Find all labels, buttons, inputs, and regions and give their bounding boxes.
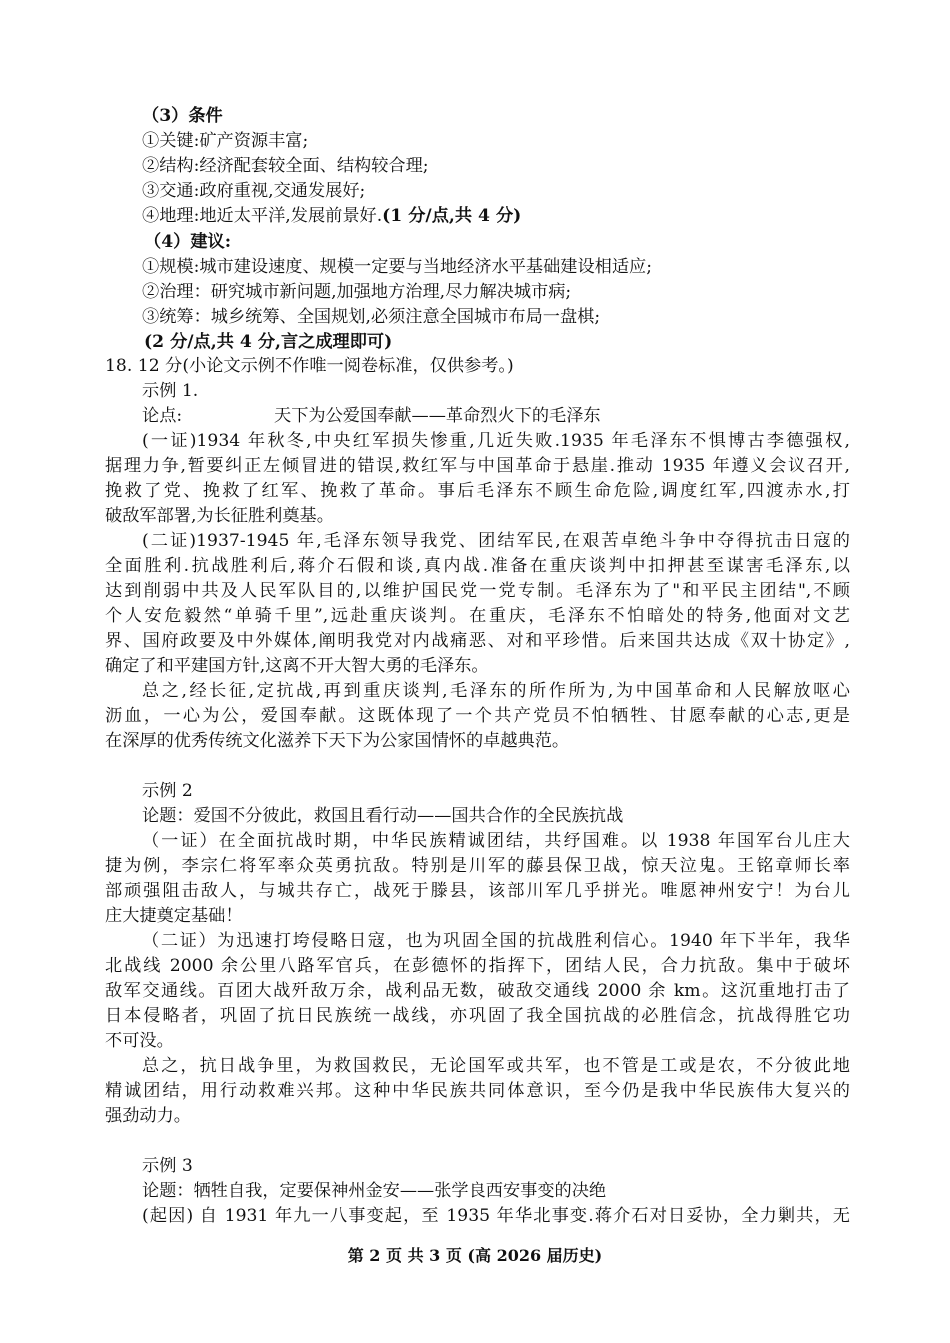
- section4-item: ②治理：研究城市新问题,加强地方治理,尽力解决城市病;: [142, 282, 572, 302]
- section3-item: ③交通:政府重视,交通发展好;: [142, 181, 366, 201]
- example1-paragraph3-line: 总之,经长征,定抗战,再到重庆谈判,毛泽东的所作所为,为中国革命和人民解放呕心: [142, 681, 850, 701]
- q18-header: 18. 12 分(小论文示例不作唯一阅卷标准，仅供参考。): [105, 356, 514, 376]
- example2-paragraph3-line: 总之，抗日战争里，为救国救民，无论国军或共军，也不管是工或是农，不分彼此地: [142, 1056, 850, 1076]
- example1-thesis-text: 天下为公爱国奉献——革命烈火下的毛泽东: [274, 406, 601, 426]
- section3-item: ①关键:矿产资源丰富;: [142, 131, 309, 151]
- example2-paragraph2-line: 敌军交通线。百团大战歼敌万余，战利品无数，破敌交通线 2000 余 km。这沉重地打击了: [105, 981, 850, 1001]
- section4-score: (2 分/点,共 4 分,言之成理即可): [144, 332, 393, 352]
- section4-item: ③统筹：城乡统筹、全国规划,必须注意全国城市布局一盘棋;: [142, 307, 601, 327]
- example1-thesis: [142, 403, 850, 429]
- example2-paragraph1-line: 庄大捷奠定基础！: [105, 906, 243, 926]
- example3-paragraph1-line: (起因) 自 1931 年九一八事变起，至 1935 年华北事变.蒋介石对日妥协，全力剿共，无: [142, 1206, 850, 1226]
- section4-heading: （4）建议:: [144, 232, 232, 252]
- example2-paragraph1-line: 部顽强阻击敌人，与城共存亡，战死于滕县，该部川军几乎拼光。唯愿神州安宁！为台儿: [105, 881, 850, 901]
- example1-paragraph2-line: (二证)1937-1945 年,毛泽东领导我党、团结军民,在艰苦卓绝斗争中夺得抗击日寇的: [142, 531, 850, 551]
- example1-paragraph3-line: 沥血，一心为公，爱国奉献。这既体现了一个共产党员不怕牺牲、甘愿奉献的心志,更是: [105, 706, 850, 726]
- example2-paragraph3-line: 精诚团结，用行动救难兴邦。这种中华民族共同体意识，至今仍是我中华民族伟大复兴的: [105, 1081, 850, 1101]
- page-footer: 第 2 页 共 3 页 (高 2026 届历史): [347, 1246, 603, 1265]
- example1-paragraph2-line: 确定了和平建国方针,这离不开大智大勇的毛泽东。: [105, 656, 489, 676]
- example2-label: 示例 2: [142, 781, 193, 801]
- section3-item-4: [142, 203, 850, 229]
- example1-paragraph2-line: 全面胜利.抗战胜利后,蒋介石假和谈,真内战.准备在重庆谈判中扣押甚至谋害毛泽东,以: [105, 556, 850, 576]
- example2-paragraph3-line: 强劲动力。: [105, 1106, 191, 1126]
- example1-paragraph2-line: 达到削弱中共及人民军队目的,以维护国民党一党专制。毛泽东为了"和平民主团结",不顾: [105, 581, 850, 601]
- example2-paragraph2-line: 日本侵略者，巩固了抗日民族统一战线，亦巩固了我全国抗战的必胜信念，抗战得胜它功: [105, 1006, 850, 1026]
- example1-paragraph1-line: 挽救了党、挽救了红军、挽救了革命。事后毛泽东不顾生命危险,调度红军,四渡赤水,打: [105, 481, 850, 501]
- example2-paragraph1-line: 捷为例，李宗仁将军率众英勇抗敌。特别是川军的藤县保卫战，惊天泣鬼。王铭章师长率: [105, 856, 850, 876]
- section4-item: ①规模:城市建设速度、规模一定要与当地经济水平基础建设相适应;: [142, 257, 653, 277]
- example1-paragraph3-line: 在深厚的优秀传统文化滋养下天下为公家国情怀的卓越典范。: [105, 731, 570, 751]
- example1-paragraph1-line: (一证)1934 年秋冬,中央红军损失惨重,几近失败.1935 年毛泽东不惧博古李德强权,: [142, 431, 850, 451]
- example2-thesis: 论题：爱国不分彼此，救国且看行动——国共合作的全民族抗战: [142, 806, 624, 826]
- section3-item4-text: ④地理:地近太平洋,发展前景好.: [142, 206, 383, 226]
- example2-paragraph2-line: 不可没。: [105, 1031, 174, 1051]
- example3-thesis: 论题：牺牲自我，定要保神州金安——张学良西安事变的决绝: [142, 1181, 607, 1201]
- section3-score: (1 分/点,共 4 分): [382, 206, 522, 226]
- section3-item: ②结构:经济配套较全面、结构较合理;: [142, 156, 429, 176]
- example2-paragraph2-line: （二证）为迅速打垮侵略日寇，也为巩固全国的抗战胜利信心。1940 年下半年，我华: [142, 931, 850, 951]
- example1-label: 示例 1.: [142, 381, 199, 401]
- example1-thesis-label: 论点:: [142, 406, 183, 426]
- example1-paragraph2-line: 界、国府政要及中外媒体,阐明我党对内战痛恶、对和平珍惜。后来国共达成《双十协定》,: [105, 631, 850, 651]
- example3-label: 示例 3: [142, 1156, 193, 1176]
- example1-paragraph2-line: 个人安危毅然“单骑千里”,远赴重庆谈判。在重庆，毛泽东不怕暗处的特务,他面对文艺: [105, 606, 850, 626]
- example2-paragraph1-line: （一证）在全面抗战时期，中华民族精诚团结，共纾国难。以 1938 年国军台儿庄大: [142, 831, 850, 851]
- example1-paragraph1-line: 据理力争,暂要纠正左倾冒进的错误,救红军与中国革命于悬崖.推动 1935 年遵义会议召开,: [105, 456, 850, 476]
- section3-heading: （3）条件: [142, 106, 223, 126]
- example2-paragraph2-line: 北战线 2000 余公里八路军官兵，在彭德怀的指挥下，团结人民，合力抗敌。集中于破坏: [105, 956, 850, 976]
- example1-paragraph1-line: 破敌军部署,为长征胜利奠基。: [105, 506, 334, 526]
